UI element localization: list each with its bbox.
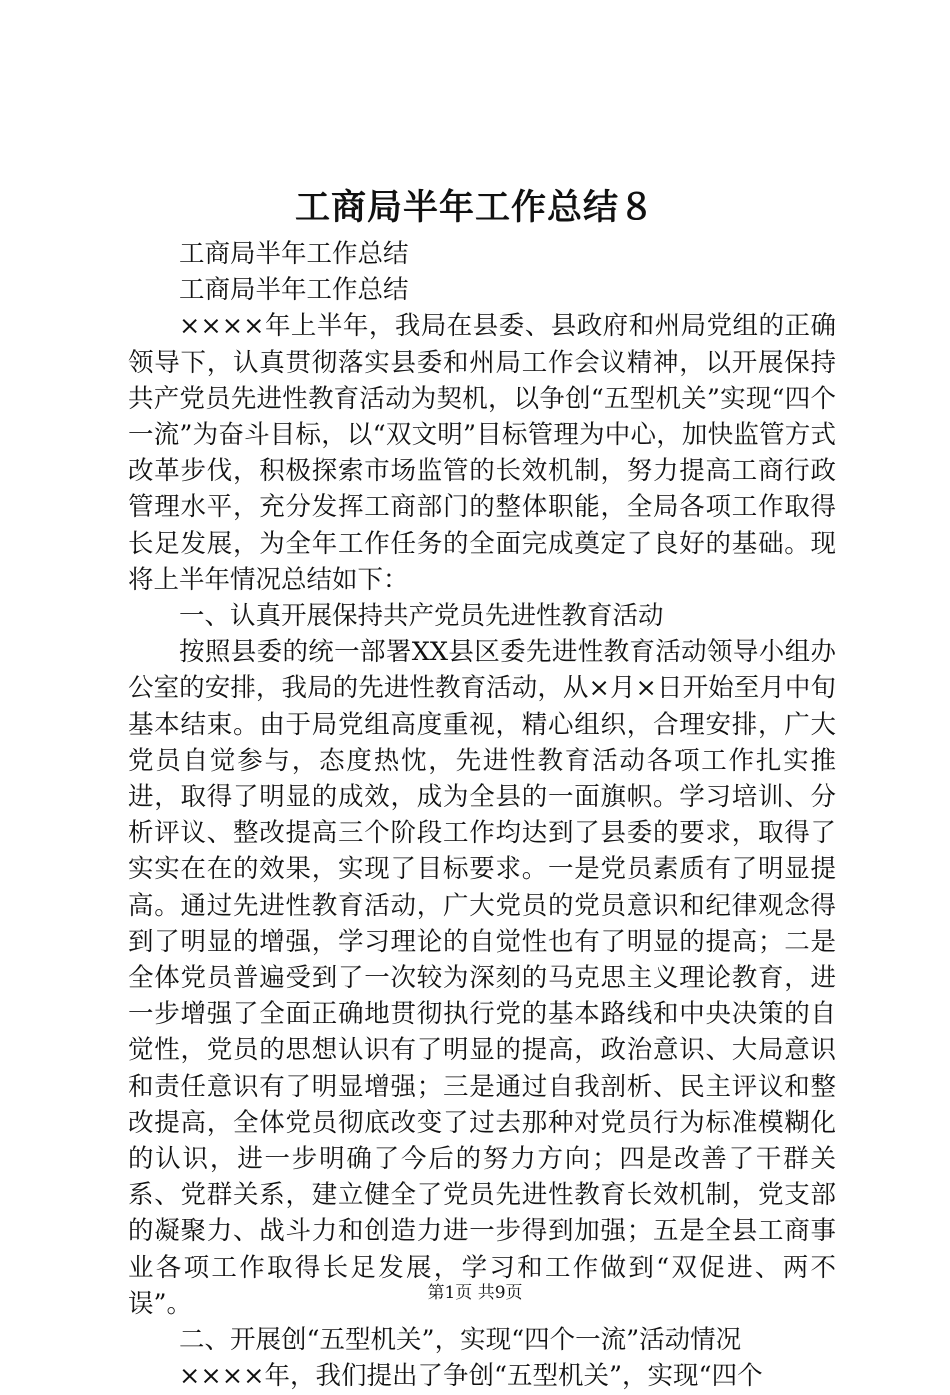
subtitle-line: 工商局半年工作总结 <box>179 239 409 269</box>
section-heading: 一、认真开展保持共产党员先进性教育活动 <box>179 601 664 632</box>
intro-paragraph: ××××年上半年，我局在县委、县政府和州局党组的正确领导下，认真贯彻落实县委和州局工作会议精神，以开展保持共产党员先进性教育活动为契机，以争创“五型机关”实现“四个一流”为奋斗目标，以“双文明”目标管理为中心，加快监管方式改革步伐，积极探索市场监管的长效机制，努力提高工商行政管理水平，充分发挥工商部门的整体职能，全局各项工作取得长足发展，为全年工作任务的全面完成奠定了良好的基础。现将上半年情况总结如下： <box>128 311 836 595</box>
body-paragraph: ××××年，我们提出了争创“五型机关”，实现“四个 <box>179 1361 763 1392</box>
page-footer: 第1页 共9页 <box>427 1283 523 1303</box>
document-title: 工商局半年工作总结８ <box>294 187 655 228</box>
document-body <box>128 236 836 1395</box>
subtitle-line: 工商局半年工作总结 <box>179 275 409 306</box>
body-paragraph: 按照县委的统一部署XX县区委先进性教育活动领导小组办公室的安排，我局的先进性教育活动，从×月×日开始至月中旬基本结束。由于局党组高度重视，精心组织，合理安排，广大党员自觉参与，态度热忱，先进性教育活动各项工作扎实推进，取得了明显的成效，成为全县的一面旗帜。学习培训、分析评议、整改提高三个阶段工作均达到了县委的要求，取得了实实在在的效果，实现了目标要求。一是党员素质有了明显提高。通过先进性教育活动，广大党员的党员意识和纪律观念得到了明显的增强，学习理论的自觉性也有了明显的提高；二是全体党员普遍受到了一次较为深刻的马克思主义理论教育，进一步增强了全面正确地贯彻执行党的基本路线和中央决策的自觉性，党员的思想认识有了明显的提高，政治意识、大局意识和责任意识有了明显增强；三是通过自我剖析、民主评议和整改提高，全体党员彻底改变了过去那种对党员行为标准模糊化的认识，进一步明确了今后的努力方向；四是改善了干群关系、党群关系，建立健全了党员先进性教育长效机制，党支部的凝聚力、战斗力和创造力进一步得到加强；五是全县工商事业各项工作取得长足发展，学习和工作做到“双促进、两不误”。 <box>128 637 836 1319</box>
section-heading: 二、开展创“五型机关”，实现“四个一流”活动情况 <box>179 1325 742 1356</box>
